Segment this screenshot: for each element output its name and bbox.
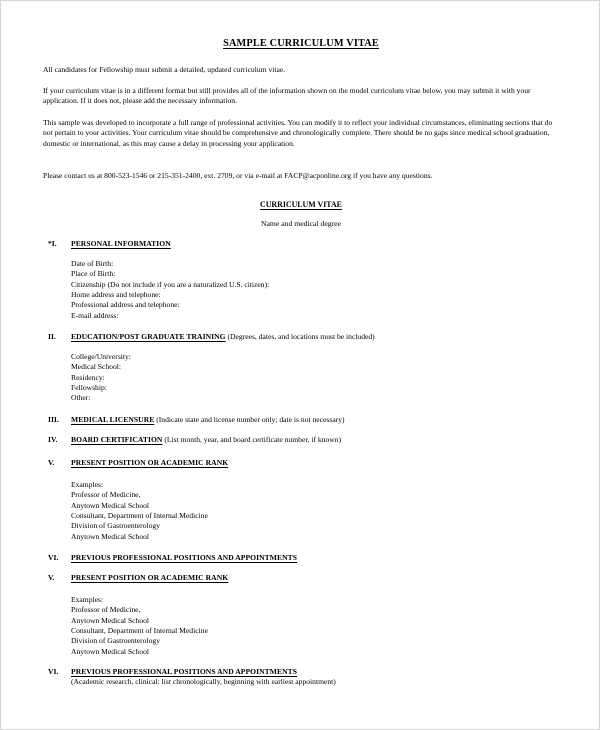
section-personal-information bbox=[1, 239, 600, 249]
section-personal-information-items bbox=[1, 259, 600, 321]
list-item: Examples: bbox=[71, 595, 104, 604]
section-title: PRESENT POSITION OR ACADEMIC RANK bbox=[71, 458, 229, 467]
section-previous-positions-2 bbox=[1, 667, 600, 688]
list-item: Professor of Medicine, bbox=[71, 605, 141, 615]
cv-heading-text: CURRICULUM VITAE bbox=[260, 200, 342, 209]
section-present-position-2-items bbox=[1, 595, 600, 657]
list-item: Medical School: bbox=[71, 362, 121, 372]
list-item: Anytown Medical School bbox=[71, 500, 150, 510]
list-item: Citizenship (Do not include if you are a naturalized U.S. citizen): bbox=[71, 279, 270, 289]
section-title: PERSONAL INFORMATION bbox=[71, 239, 171, 248]
section-previous-positions-1 bbox=[1, 553, 600, 563]
list-item: Anytown Medical School bbox=[71, 531, 150, 541]
section-numeral: V. bbox=[48, 458, 55, 467]
list-item: Residency: bbox=[71, 372, 105, 382]
section-title: BOARD CERTIFICATION bbox=[71, 435, 163, 444]
section-education-items bbox=[1, 352, 600, 404]
list-item: Anytown Medical School bbox=[71, 615, 150, 625]
sub-item-list bbox=[1, 480, 600, 542]
section-heading-row bbox=[1, 415, 600, 425]
section-present-position-1 bbox=[1, 458, 600, 468]
list-item: Professor of Medicine, bbox=[71, 490, 141, 500]
cv-subheading: Name and medical degree bbox=[260, 219, 342, 228]
sub-item-list bbox=[1, 352, 600, 404]
section-numeral: VI. bbox=[48, 553, 59, 562]
section-heading-row bbox=[1, 332, 600, 342]
section-present-position-2 bbox=[1, 573, 600, 583]
sub-item-list bbox=[1, 595, 600, 657]
intro-paragraph-2-text: If your curriculum vitae is in a different format but still provides all of the information shown on the model curriculum vitae below, you may submit it with your application. If it does not, please add the necessary information. bbox=[43, 86, 531, 106]
section-medical-licensure bbox=[1, 415, 600, 425]
section-heading-row bbox=[1, 239, 600, 249]
intro-paragraph-4-text: Please contact us at 800-523-1546 or 215-351-2400, ext. 2709, or via e-mail at FACP@acponline.org if you have any questions. bbox=[43, 171, 433, 180]
section-numeral: VI. bbox=[48, 667, 59, 676]
list-item: Other: bbox=[71, 393, 91, 403]
intro-paragraph-3 bbox=[43, 118, 559, 149]
list-item: Examples: bbox=[71, 480, 104, 489]
list-item: Home address and telephone: bbox=[71, 290, 161, 300]
list-item: Professional address and telephone: bbox=[71, 300, 180, 310]
section-numeral: III. bbox=[48, 415, 59, 424]
list-item: E-mail address: bbox=[71, 310, 119, 320]
section-title: EDUCATION/POST GRADUATE TRAINING bbox=[71, 332, 226, 341]
section-title: PREVIOUS PROFESSIONAL POSITIONS AND APPOINTMENTS bbox=[71, 553, 298, 562]
intro-paragraph-1-text: All candidates for Fellowship must submit a detailed, updated curriculum vitae. bbox=[43, 65, 286, 74]
sub-item-list bbox=[1, 259, 600, 321]
list-item: Fellowship: bbox=[71, 383, 107, 393]
section-heading-row bbox=[1, 573, 600, 583]
section-heading-row bbox=[1, 667, 600, 677]
section-board-certification bbox=[1, 435, 600, 445]
intro-paragraph-4 bbox=[43, 171, 559, 181]
document-title-text: SAMPLE CURRICULUM VITAE bbox=[223, 38, 379, 49]
section-heading-row bbox=[1, 435, 600, 445]
section-present-position-1-items bbox=[1, 480, 600, 542]
list-item: Consultant, Department of Internal Medicine bbox=[71, 626, 208, 636]
section-numeral: II. bbox=[48, 332, 56, 341]
section-note: (Indicate state and license number only; date is not necessary) bbox=[154, 415, 345, 424]
section-numeral: V. bbox=[48, 573, 55, 582]
section-note-below: (Academic research, clinical: list chronologically, beginning with earliest appointment) bbox=[71, 677, 336, 687]
section-note: (List month, year, and board certificate number, if known) bbox=[162, 435, 342, 444]
section-title: MEDICAL LICENSURE bbox=[71, 415, 155, 424]
section-numeral: IV. bbox=[48, 435, 58, 444]
list-item: College/University: bbox=[71, 352, 131, 361]
list-item: Division of Gastroenterology bbox=[71, 521, 161, 531]
intro-paragraph-3-text: This sample was developed to incorporate a full range of professional activities. You can modify it to reflect your individual circumstances, eliminating sections that do not pertain to your activities. Your curriculum vitae should be comprehensive and chronologically complete. There should be no gaps since medical school graduation, domestic or international, as this may cause a delay in processing your application. bbox=[43, 118, 553, 148]
section-heading-row bbox=[1, 458, 600, 468]
document-title bbox=[1, 38, 600, 49]
document-body bbox=[1, 1, 600, 730]
list-item: Date of Birth: bbox=[71, 259, 114, 268]
list-item: Anytown Medical School bbox=[71, 646, 150, 656]
list-item: Consultant, Department of Internal Medicine bbox=[71, 511, 208, 521]
section-heading-row bbox=[1, 553, 600, 563]
cv-heading bbox=[1, 200, 600, 209]
list-item: Division of Gastroenterology bbox=[71, 636, 161, 646]
intro-paragraph-1 bbox=[43, 65, 559, 75]
section-education bbox=[1, 332, 600, 342]
section-note: (Degrees, dates, and locations must be included) bbox=[225, 332, 375, 341]
section-title: PRESENT POSITION OR ACADEMIC RANK bbox=[71, 573, 229, 582]
intro-paragraph-2 bbox=[43, 86, 559, 107]
section-title: PREVIOUS PROFESSIONAL POSITIONS AND APPOINTMENTS bbox=[71, 667, 298, 676]
section-numeral: *I. bbox=[48, 239, 57, 248]
list-item: Place of Birth: bbox=[71, 269, 116, 279]
